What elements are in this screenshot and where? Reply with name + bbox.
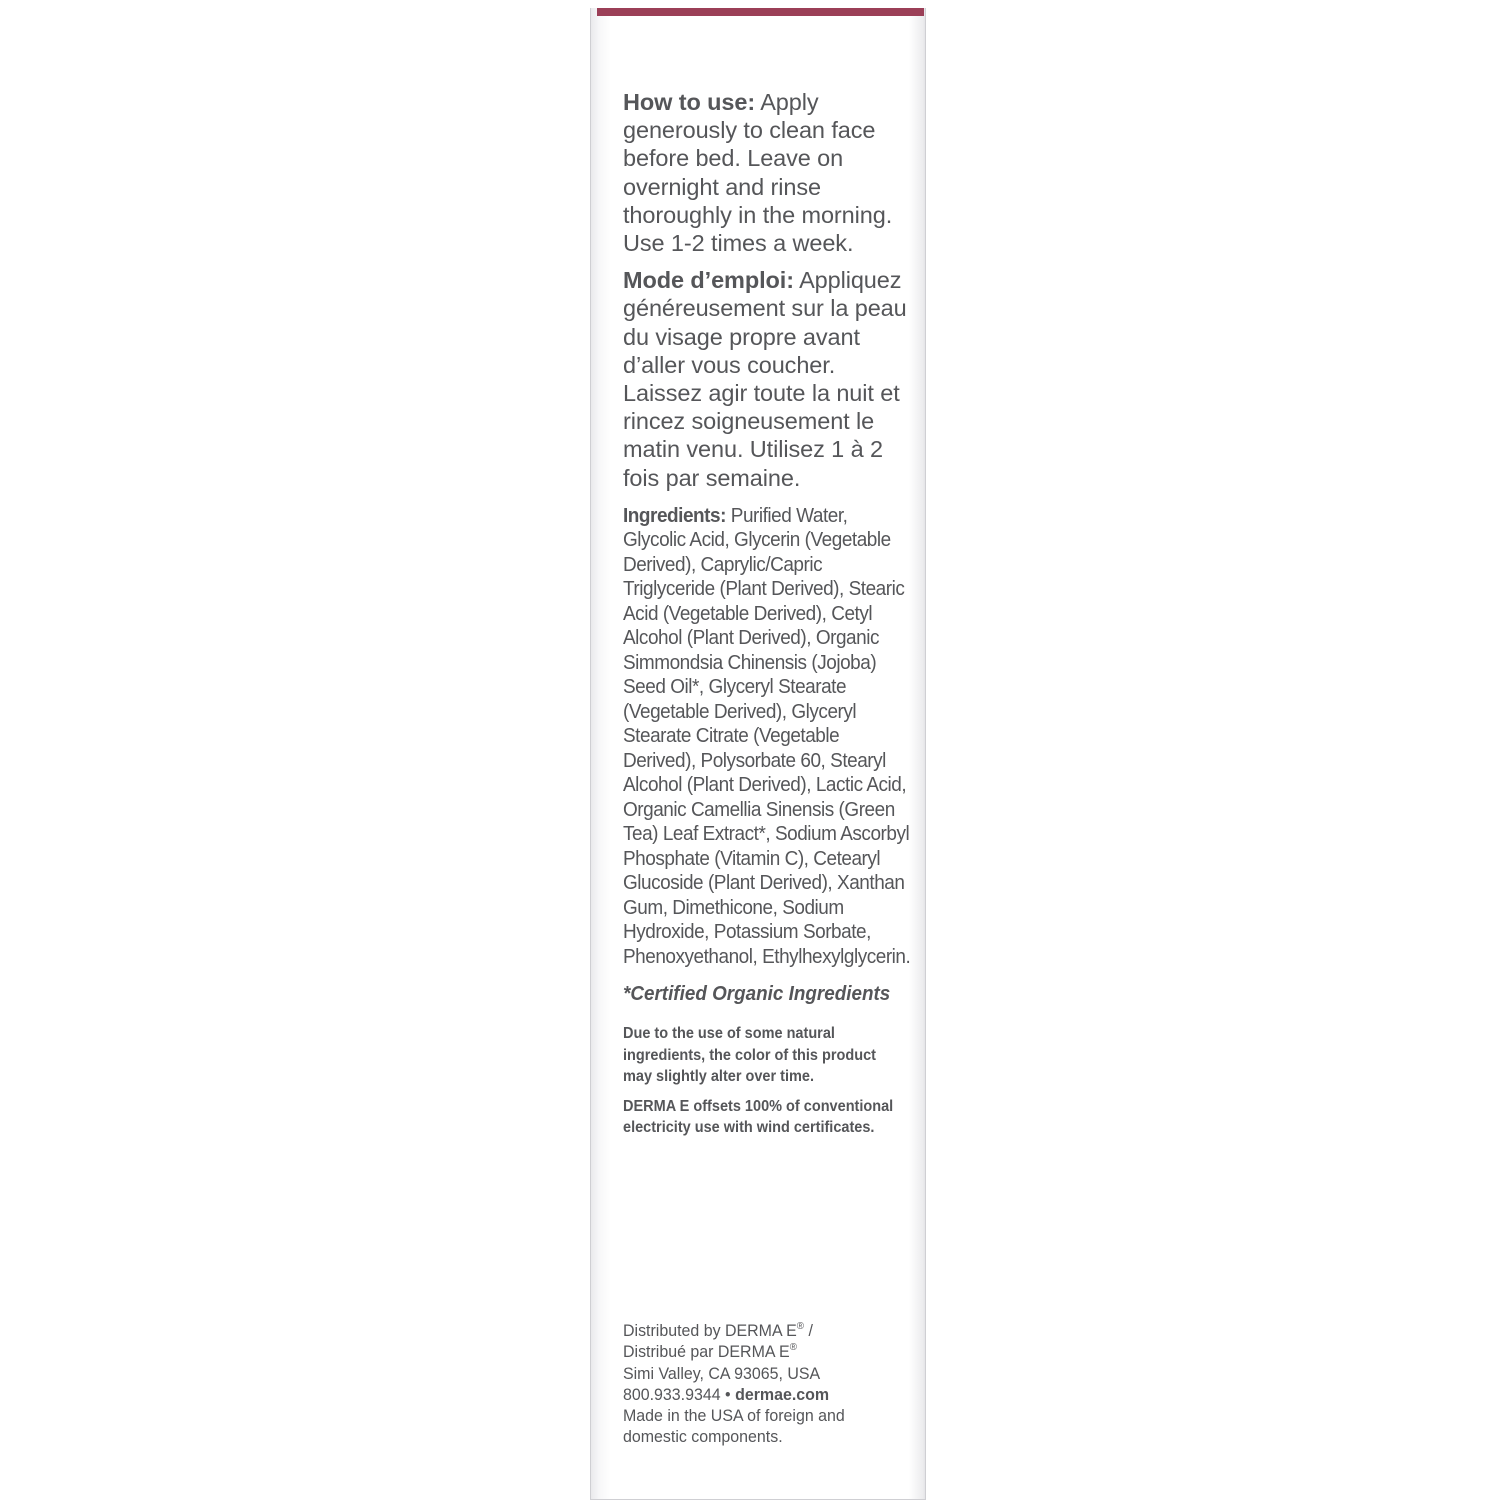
made-in-line-1: Made in the USA of foreign and (623, 1407, 845, 1426)
phone-number: 800.933.9344 (623, 1385, 721, 1404)
ingredients-heading: Ingredients: (623, 504, 726, 527)
color-change-note: Due to the use of some natural ingredients, the color of this product may slightly alter over time. (623, 1025, 876, 1085)
bullet-separator: • (720, 1385, 736, 1404)
contact-line (623, 1385, 907, 1406)
how-to-use-text: Apply generously to clean face before bed. Leave on overnight and rinse thoroughly in the morning. Use 1-2 times a week. (623, 89, 893, 257)
how-to-use-heading: How to use: (623, 89, 756, 115)
made-in-line-2: domestic components. (623, 1428, 783, 1447)
ingredients-text: Purified Water, Glycolic Acid, Glycerin (Vegetable Derived), Caprylic/Capric Triglyceride (Plant Derived), Stearic Acid (Vegetable Derived), Cetyl Alcohol (Plant Derived), Organic Simmondsia Chinensis (Jojoba) Seed Oil*, Glyceryl Stearate (Vegetable Derived), Glyceryl Stearate Citrate (Vegetable Derived), Polysorbate 60, Stearyl Alcohol (Plant Derived), Lactic Acid, Organic Camellia Sinensis (Green Tea) Leaf Extract*, Sodium Ascorbyl Phosphate (Vitamin C), Cetearyl Glucoside (Plant Derived), Xanthan Gum, Dimethicone, Sodium Hydroxide, Potassium Sorbate, Phenoxyethanol, Ethylhexylglycerin. (623, 504, 911, 968)
wind-certificates-note: DERMA E offsets 100% of conventional electricity use with wind certificates. (623, 1097, 894, 1137)
label-content (623, 88, 913, 1138)
distributor-line-english (623, 1321, 907, 1342)
distributor-fr-text: Distribué par DERMA E (623, 1343, 790, 1362)
mode-emploi-heading: Mode d’emploi: (623, 267, 794, 294)
ingredients-paragraph (623, 504, 913, 970)
how-to-use-paragraph (623, 88, 913, 257)
distributor-line-french (623, 1342, 907, 1363)
distributor-en-text: Distributed by DERMA E (623, 1322, 797, 1340)
distributor-address: Simi Valley, CA 93065, USA (623, 1364, 821, 1383)
mode-emploi-paragraph (623, 266, 913, 492)
top-color-band (597, 8, 924, 16)
registered-mark: ® (796, 1321, 805, 1332)
website-link: dermae.com (735, 1385, 830, 1404)
certified-organic-note: *Certified Organic Ingredients (623, 982, 891, 1006)
registered-mark: ® (789, 1342, 797, 1354)
distributor-en-tail: / (804, 1322, 813, 1340)
distributor-block (623, 1321, 907, 1449)
mode-emploi-text: Appliquez généreusement sur la peau du visage propre avant d’aller vous coucher. Laissez agir toute la nuit et rincez soigneusement le matin venu. Utilisez 1 à 2 fois par semaine. (623, 267, 907, 491)
